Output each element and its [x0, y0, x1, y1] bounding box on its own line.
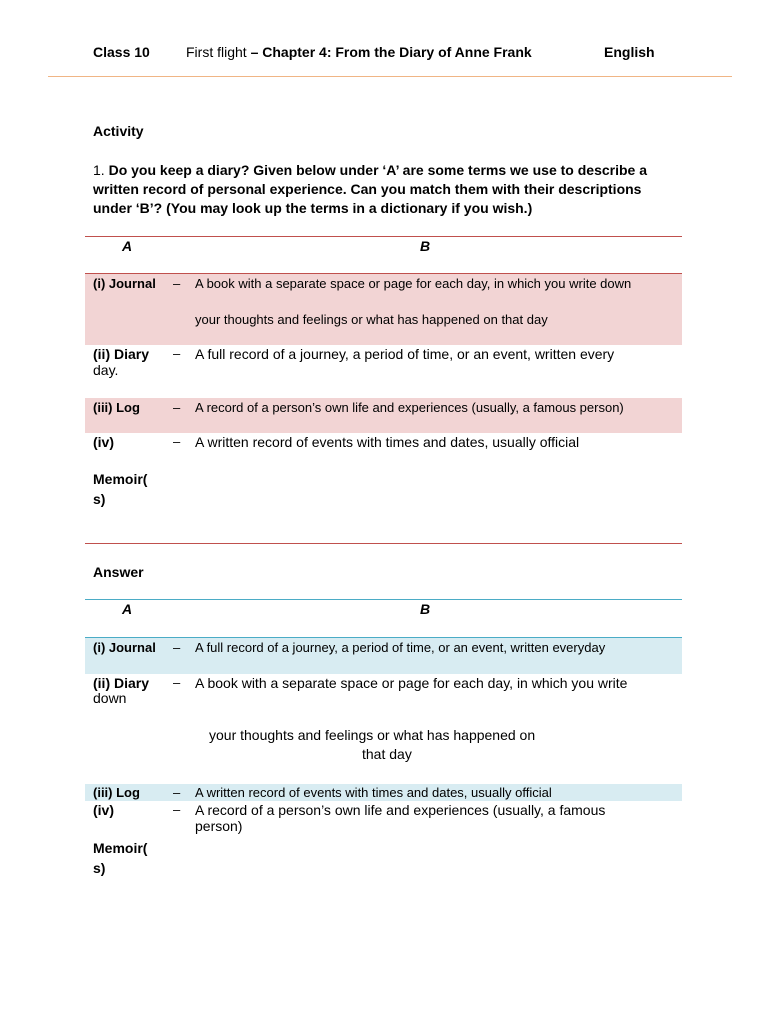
activity-row3-desc: A record of a person’s own life and experiences (usually, a famous person) — [195, 400, 624, 415]
activity-table-bottom-rule — [85, 543, 682, 544]
question-text: Do you keep a diary? Given below under ‘A’ are some terms we use to describe a written record of personal experience. Can you match them with their descriptions under ‘B’? (You may look up the terms in a dictionary if you wish.) — [93, 162, 647, 216]
activity-row2-dash: – — [173, 346, 181, 361]
activity-row3-term: (iii) Log — [93, 400, 140, 415]
answer-table-top-rule — [85, 599, 682, 600]
activity-heading: Activity — [93, 123, 144, 139]
answer-col-a-header: A — [122, 601, 133, 617]
activity-row4-desc: A written record of events with times and dates, usually official — [195, 434, 580, 450]
activity-row4-term-line3: s) — [93, 491, 106, 507]
answer-row2-desc-line1: A book with a separate space or page for each day, in which you write — [195, 675, 628, 691]
activity-row2-term-line2: day. — [93, 362, 119, 378]
activity-row2-desc: A full record of a journey, a period of time, or an event, written every — [195, 346, 615, 362]
activity-col-b-header: B — [420, 238, 431, 254]
activity-row1-desc-line2: your thoughts and feelings or what has happened on that day — [195, 312, 548, 327]
activity-row1-term: (i) Journal — [93, 276, 156, 291]
activity-row2-term-line1: (ii) Diary — [93, 346, 150, 362]
answer-row3-dash: – — [173, 785, 181, 800]
answer-row4-desc-line2: person) — [195, 818, 243, 834]
answer-heading: Answer — [93, 564, 144, 580]
answer-col-b-header: B — [420, 601, 431, 617]
activity-row1-dash: – — [173, 276, 181, 291]
book-prefix: First flight — [186, 44, 247, 60]
answer-row4-term-line2: Memoir( — [93, 840, 148, 856]
answer-row3-term: (iii) Log — [93, 785, 140, 800]
answer-row2-dash: – — [173, 675, 181, 690]
activity-table-top-rule — [85, 236, 682, 237]
chapter-heading — [186, 44, 532, 60]
answer-row3-desc: A written record of events with times and dates, usually official — [195, 785, 552, 800]
subject-label: English — [604, 44, 655, 60]
activity-row4-term-line1: (iv) — [93, 434, 114, 450]
answer-row4-desc-line1: A record of a person’s own life and experiences (usually, a famous — [195, 802, 606, 818]
activity-row4-dash: – — [173, 434, 181, 449]
activity-question — [93, 161, 683, 218]
answer-row4-dash: – — [173, 802, 181, 817]
answer-row1-desc: A full record of a journey, a period of time, or an event, written everyday — [195, 640, 606, 655]
answer-row2-desc-line2: your thoughts and feelings or what has happened on — [209, 727, 536, 743]
activity-col-a-header: A — [122, 238, 133, 254]
header-divider — [48, 76, 732, 77]
answer-row4-term-line1: (iv) — [93, 802, 114, 818]
answer-row2-desc-line3: that day — [362, 746, 412, 762]
chapter-title: – Chapter 4: From the Diary of Anne Frank — [250, 44, 532, 60]
answer-row2-term-line2: down — [93, 690, 127, 706]
activity-row3-dash: – — [173, 400, 181, 415]
answer-row1-dash: – — [173, 640, 181, 655]
activity-row1-desc-line1: A book with a separate space or page for each day, in which you write down — [195, 276, 632, 291]
activity-row4-term-line2: Memoir( — [93, 471, 148, 487]
class-label: Class 10 — [93, 44, 150, 60]
answer-row4-term-line3: s) — [93, 860, 106, 876]
answer-row1-term: (i) Journal — [93, 640, 156, 655]
answer-row2-term-line1: (ii) Diary — [93, 675, 150, 691]
question-number: 1. — [93, 162, 105, 178]
